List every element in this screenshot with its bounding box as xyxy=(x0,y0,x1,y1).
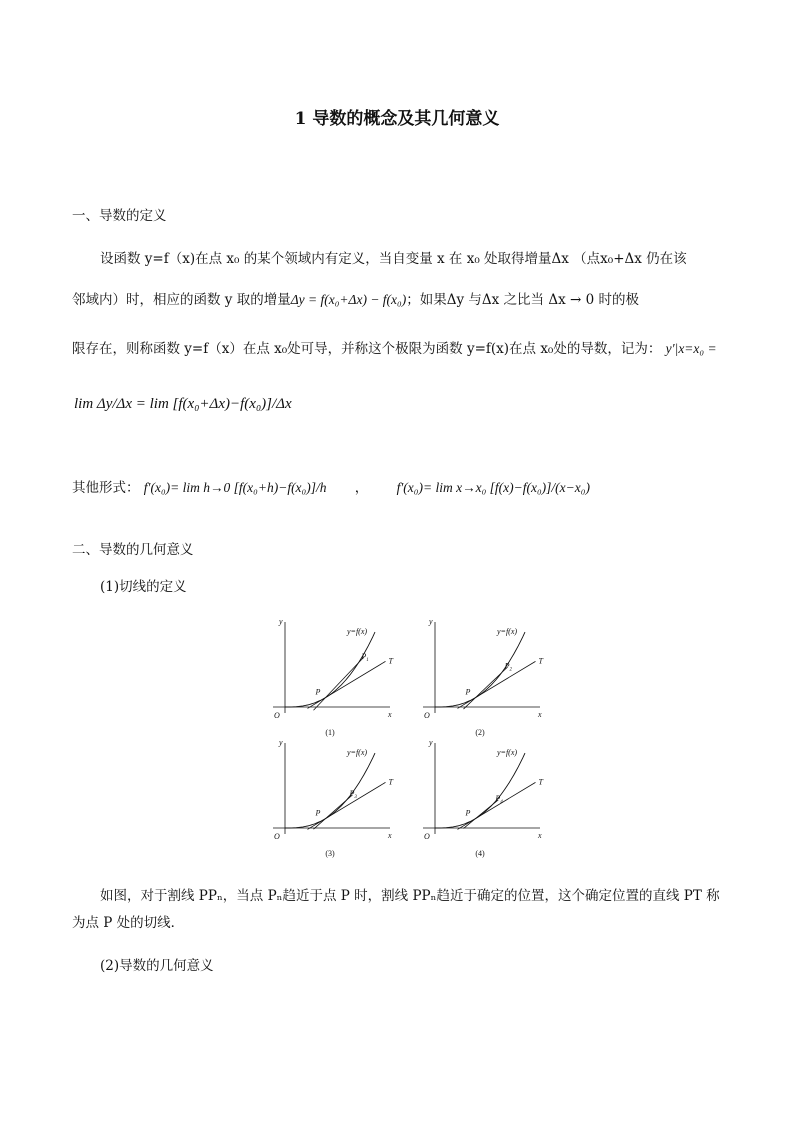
figure-caption-3: (3) xyxy=(325,849,335,858)
line2-text-a: 邻域内）时，相应的函数 y 取的增量 xyxy=(72,292,291,308)
section-heading-definition: 一、导数的定义 xyxy=(72,208,167,224)
figure-caption-1: (1) xyxy=(325,728,335,737)
subsection-tangent-definition: (1)切线的定义 xyxy=(100,579,187,595)
x-axis-label-3: x xyxy=(388,831,392,840)
point-p-label-3: P xyxy=(315,808,321,818)
secant-point-label-4: $P_4$ xyxy=(495,793,503,805)
secant-line-1 xyxy=(314,657,365,711)
tangent-label-1: T xyxy=(388,656,393,666)
definition-paragraph-line-3 xyxy=(72,339,717,359)
origin-label-1: O xyxy=(274,711,280,720)
definition-paragraph-line-1: 设函数 y=f（x)在点 x₀ 的某个领域内有定义，当自变量 x 在 x₀ 处取得增量Δx （点x₀+Δx 仍在该 xyxy=(100,251,687,267)
definition-paragraph-line-2 xyxy=(72,290,639,310)
other-forms-label: 其他形式： xyxy=(72,480,140,496)
x-axis-label-4: x xyxy=(538,831,542,840)
point-p-label-1: P xyxy=(315,687,321,697)
other-forms-row xyxy=(72,478,590,498)
tangent-line-3 xyxy=(308,782,386,829)
curve-4 xyxy=(435,753,525,828)
figure-caption-2: (2) xyxy=(475,728,485,737)
separator: ， xyxy=(354,480,369,496)
curve-label-3: y=f(x) xyxy=(347,748,368,757)
other-form-2: f′(x₀)= lim x→x₀ [f(x)−f(x₀)]/(x−x₀) xyxy=(396,480,590,495)
other-form-1: f′(x₀)= lim h→0 [f(x₀+h)−f(x₀)]/h xyxy=(143,480,327,495)
derivative-notation: y′|x=x₀ = xyxy=(665,341,717,356)
page-title: 1 导数的概念及其几何意义 xyxy=(294,109,500,129)
curve-1 xyxy=(285,632,375,707)
tangent-paragraph-line-2: 为点 P 处的切线． xyxy=(72,915,185,931)
curve-label-2: y=f(x) xyxy=(497,627,518,636)
x-axis-label-2: x xyxy=(538,710,542,719)
curve-3 xyxy=(285,753,375,828)
section-heading-geometry: 二、导数的几何意义 xyxy=(72,542,194,558)
secant-point-label-2: $P_2$ xyxy=(504,661,512,673)
tangent-line-2 xyxy=(458,661,536,708)
tangent-label-2: T xyxy=(538,656,543,666)
definition-formula: lim Δy/Δx = lim [f(x₀+Δx)−f(x₀)]/Δx xyxy=(74,396,292,412)
subsection-derivative-geometry: (2)导数的几何意义 xyxy=(100,958,214,974)
tangent-line-4 xyxy=(458,782,536,829)
line3-text: 限存在，则称函数 y=f（x）在点 x₀处可导，并称这个极限为函数 y=f(x)在点 x₀处的导数，记为： xyxy=(72,341,662,357)
origin-label-3: O xyxy=(274,832,280,841)
secant-point-label-1: $P_1$ xyxy=(361,651,369,663)
y-axis-label-2: y xyxy=(429,617,433,626)
tangent-label-3: T xyxy=(388,777,393,787)
x-axis-label-1: x xyxy=(388,710,392,719)
figure-caption-4: (4) xyxy=(475,849,485,858)
y-axis-label-3: y xyxy=(279,738,283,747)
tangent-figures xyxy=(255,615,565,865)
y-axis-label-4: y xyxy=(429,738,433,747)
point-p-label-2: P xyxy=(465,687,471,697)
secant-point-label-3: $P_3$ xyxy=(349,789,357,801)
curve-label-1: y=f(x) xyxy=(347,627,368,636)
increment-formula: Δy = f(x₀+Δx) − f(x₀) xyxy=(290,292,407,307)
origin-label-4: O xyxy=(424,832,430,841)
y-axis-label-1: y xyxy=(279,617,283,626)
tangent-paragraph-line-1: 如图，对于割线 PPₙ，当点 Pₙ趋近于点 P 时，割线 PPₙ趋近于确定的位置，这个确定位置的直线 PT 称 xyxy=(100,888,720,904)
line2-text-b: ；如果Δy 与Δx 之比当 Δx → 0 时的极 xyxy=(406,292,639,308)
tangent-label-4: T xyxy=(538,777,543,787)
tangent-line-1 xyxy=(308,661,386,708)
point-p-label-4: P xyxy=(465,808,471,818)
curve-label-4: y=f(x) xyxy=(497,748,518,757)
origin-label-2: O xyxy=(424,711,430,720)
